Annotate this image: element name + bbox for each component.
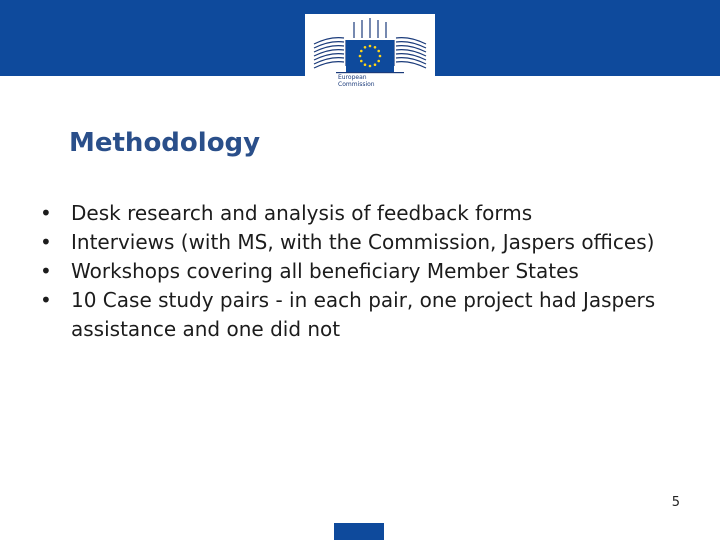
- footer-tab: [334, 523, 384, 540]
- bullet-text: Desk research and analysis of feedback forms: [71, 201, 533, 225]
- bullet-item: [40, 257, 680, 286]
- logo-text: European Commission: [338, 74, 375, 88]
- bullet-dot: •: [40, 230, 52, 254]
- bullet-text: Interviews (with MS, with the Commission, Jaspers offices): [71, 230, 655, 254]
- bullet-dot: •: [40, 201, 52, 225]
- page-number: 5: [671, 495, 680, 510]
- bullet-item: [40, 199, 680, 228]
- bullet-item: [40, 286, 680, 344]
- bullet-dot: •: [40, 259, 52, 283]
- bullet-list: [40, 199, 680, 344]
- bullet-text: 10 Case study pairs - in each pair, one project had Jaspers assistance and one did not: [71, 288, 656, 341]
- bullet-text: Workshops covering all beneficiary Member States: [71, 259, 579, 283]
- bullet-dot: •: [40, 288, 52, 312]
- slide-title: Methodology: [69, 128, 261, 158]
- bullet-item: [40, 228, 680, 257]
